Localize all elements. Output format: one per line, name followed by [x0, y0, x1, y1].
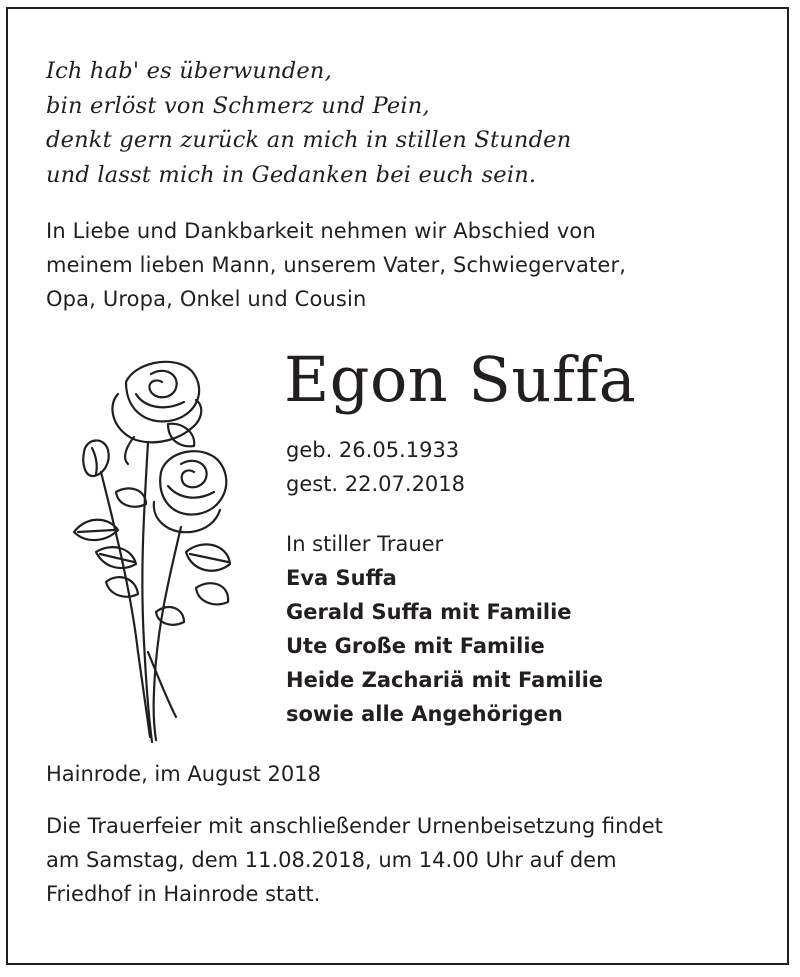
memorial-poem [46, 54, 571, 192]
mourners-block [286, 527, 603, 731]
life-dates [286, 433, 465, 501]
mourner-name: Ute Große mit Familie [286, 634, 545, 658]
poem-line: und lasst mich in Gedanken bei euch sein. [46, 161, 537, 188]
death-date: gest. 22.07.2018 [286, 472, 466, 496]
intro-line: Opa, Uropa, Onkel und Cousin [46, 287, 367, 311]
place-and-date: Hainrode, im August 2018 [46, 762, 321, 786]
mourning-heading: In stiller Trauer [286, 532, 444, 556]
farewell-intro [46, 214, 626, 316]
poem-line: Ich hab' es überwunden, [46, 58, 332, 84]
deceased-name: Egon Suffa [284, 343, 637, 416]
intro-line: In Liebe und Dankbarkeit nehmen wir Abschied von [46, 219, 596, 243]
mourner-name: Gerald Suffa mit Familie [286, 600, 572, 624]
funeral-line: Friedhof in Hainrode statt. [46, 882, 321, 906]
intro-line: meinem lieben Mann, unserem Vater, Schwiegervater, [46, 253, 627, 277]
poem-line: bin erlöst von Schmerz und Pein, [46, 92, 430, 119]
poem-line: denkt gern zurück an mich in stillen Stunden [46, 127, 572, 153]
rose-bouquet-icon [56, 352, 246, 746]
funeral-details [46, 809, 663, 911]
funeral-line: am Samstag, dem 11.08.2018, um 14.00 Uhr auf dem [46, 848, 617, 872]
funeral-line: Die Trauerfeier mit anschließender Urnenbeisetzung findet [46, 814, 663, 838]
birth-date: geb. 26.05.1933 [286, 438, 460, 462]
mourner-name: sowie alle Angehörigen [286, 702, 563, 726]
mourner-name: Eva Suffa [286, 566, 397, 590]
mourner-name: Heide Zachariä mit Familie [286, 668, 604, 692]
